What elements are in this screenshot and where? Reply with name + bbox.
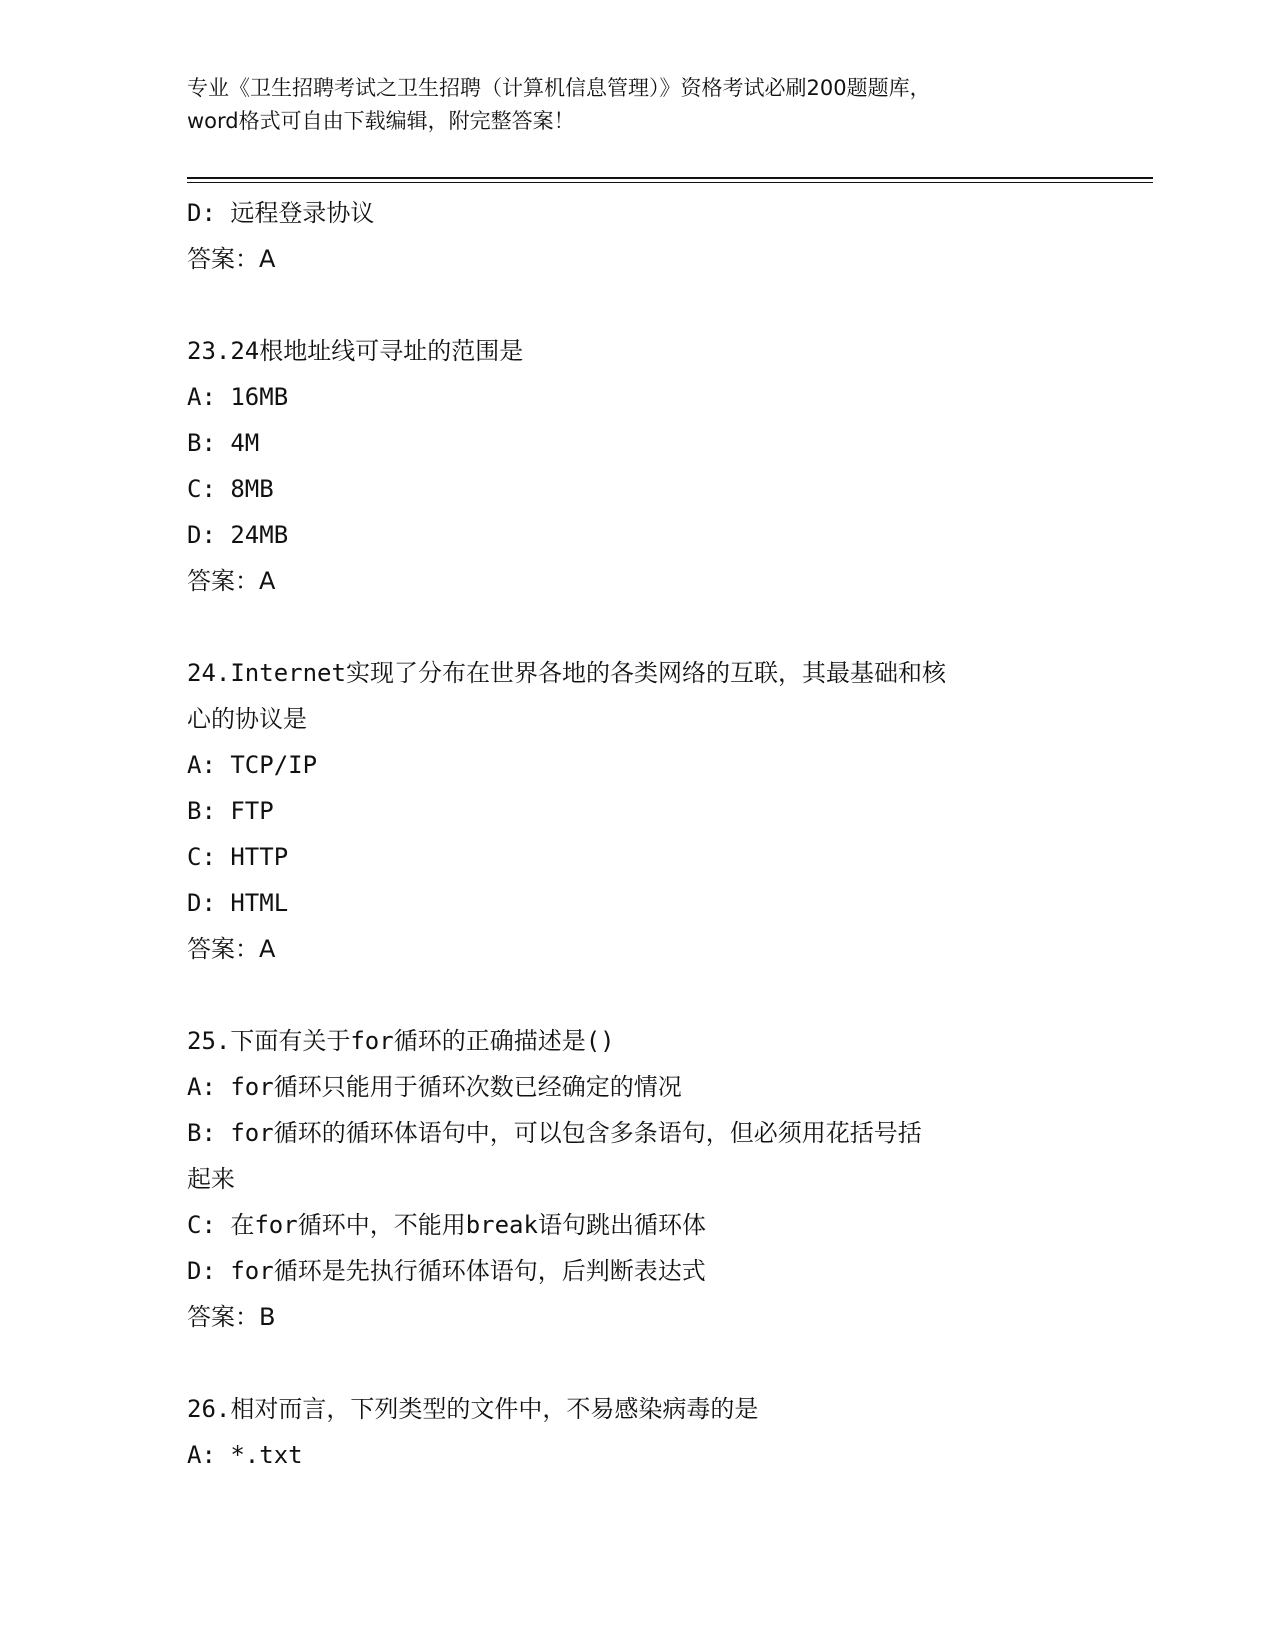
question-24-option-c: C: HTTP	[187, 843, 289, 871]
question-23	[187, 328, 1087, 604]
question-25-option-b-line-1: B: for循环的循环体语句中，可以包含多条语句，但必须用花括号括	[187, 1119, 922, 1147]
question-24-option-a: A: TCP/IP	[187, 751, 318, 779]
question-23-stem: 23.24根地址线可寻址的范围是	[187, 337, 524, 365]
question-23-option-b: B: 4M	[187, 429, 260, 457]
question-24-option-d: D: HTML	[187, 889, 289, 917]
question-25-option-b-line-2: 起来	[187, 1165, 235, 1193]
question-24-stem-line-2: 心的协议是	[187, 705, 307, 733]
question-25-option-a: A: for循环只能用于循环次数已经确定的情况	[187, 1073, 682, 1101]
question-26-option-a: A: *.txt	[187, 1441, 303, 1469]
header-divider-thick	[187, 177, 1153, 179]
prev-answer: 答案：A	[187, 245, 276, 273]
spacer	[187, 282, 1087, 328]
question-23-option-c: C: 8MB	[187, 475, 274, 503]
question-23-option-d: D: 24MB	[187, 521, 289, 549]
question-25-option-c: C: 在for循环中，不能用break语句跳出循环体	[187, 1211, 706, 1239]
question-26	[187, 1386, 1087, 1478]
question-25	[187, 1018, 1087, 1340]
prev-option-d: D: 远程登录协议	[187, 199, 375, 227]
question-24-answer: 答案：A	[187, 935, 276, 963]
header-title-line-2: word格式可自由下载编辑，附完整答案！	[187, 109, 575, 133]
question-23-option-a: A: 16MB	[187, 383, 289, 411]
spacer	[187, 1340, 1087, 1386]
question-24-stem-line-1: 24.Internet实现了分布在世界各地的各类网络的互联，其最基础和核	[187, 659, 946, 687]
question-24	[187, 650, 1087, 972]
question-25-option-d: D: for循环是先执行循环体语句，后判断表达式	[187, 1257, 706, 1285]
question-25-answer: 答案：B	[187, 1303, 276, 1331]
document-header	[187, 72, 1087, 138]
spacer	[187, 972, 1087, 1018]
question-23-answer: 答案：A	[187, 567, 276, 595]
question-25-stem: 25.下面有关于for循环的正确描述是()	[187, 1027, 615, 1055]
spacer	[187, 604, 1087, 650]
header-title-line-1: 专业《卫生招聘考试之卫生招聘（计算机信息管理）》资格考试必刷200题题库，	[187, 76, 931, 100]
header-divider-thin	[187, 182, 1153, 183]
question-24-option-b: B: FTP	[187, 797, 274, 825]
question-list	[187, 190, 1087, 1478]
question-26-stem: 26.相对而言，下列类型的文件中，不易感染病毒的是	[187, 1395, 759, 1423]
